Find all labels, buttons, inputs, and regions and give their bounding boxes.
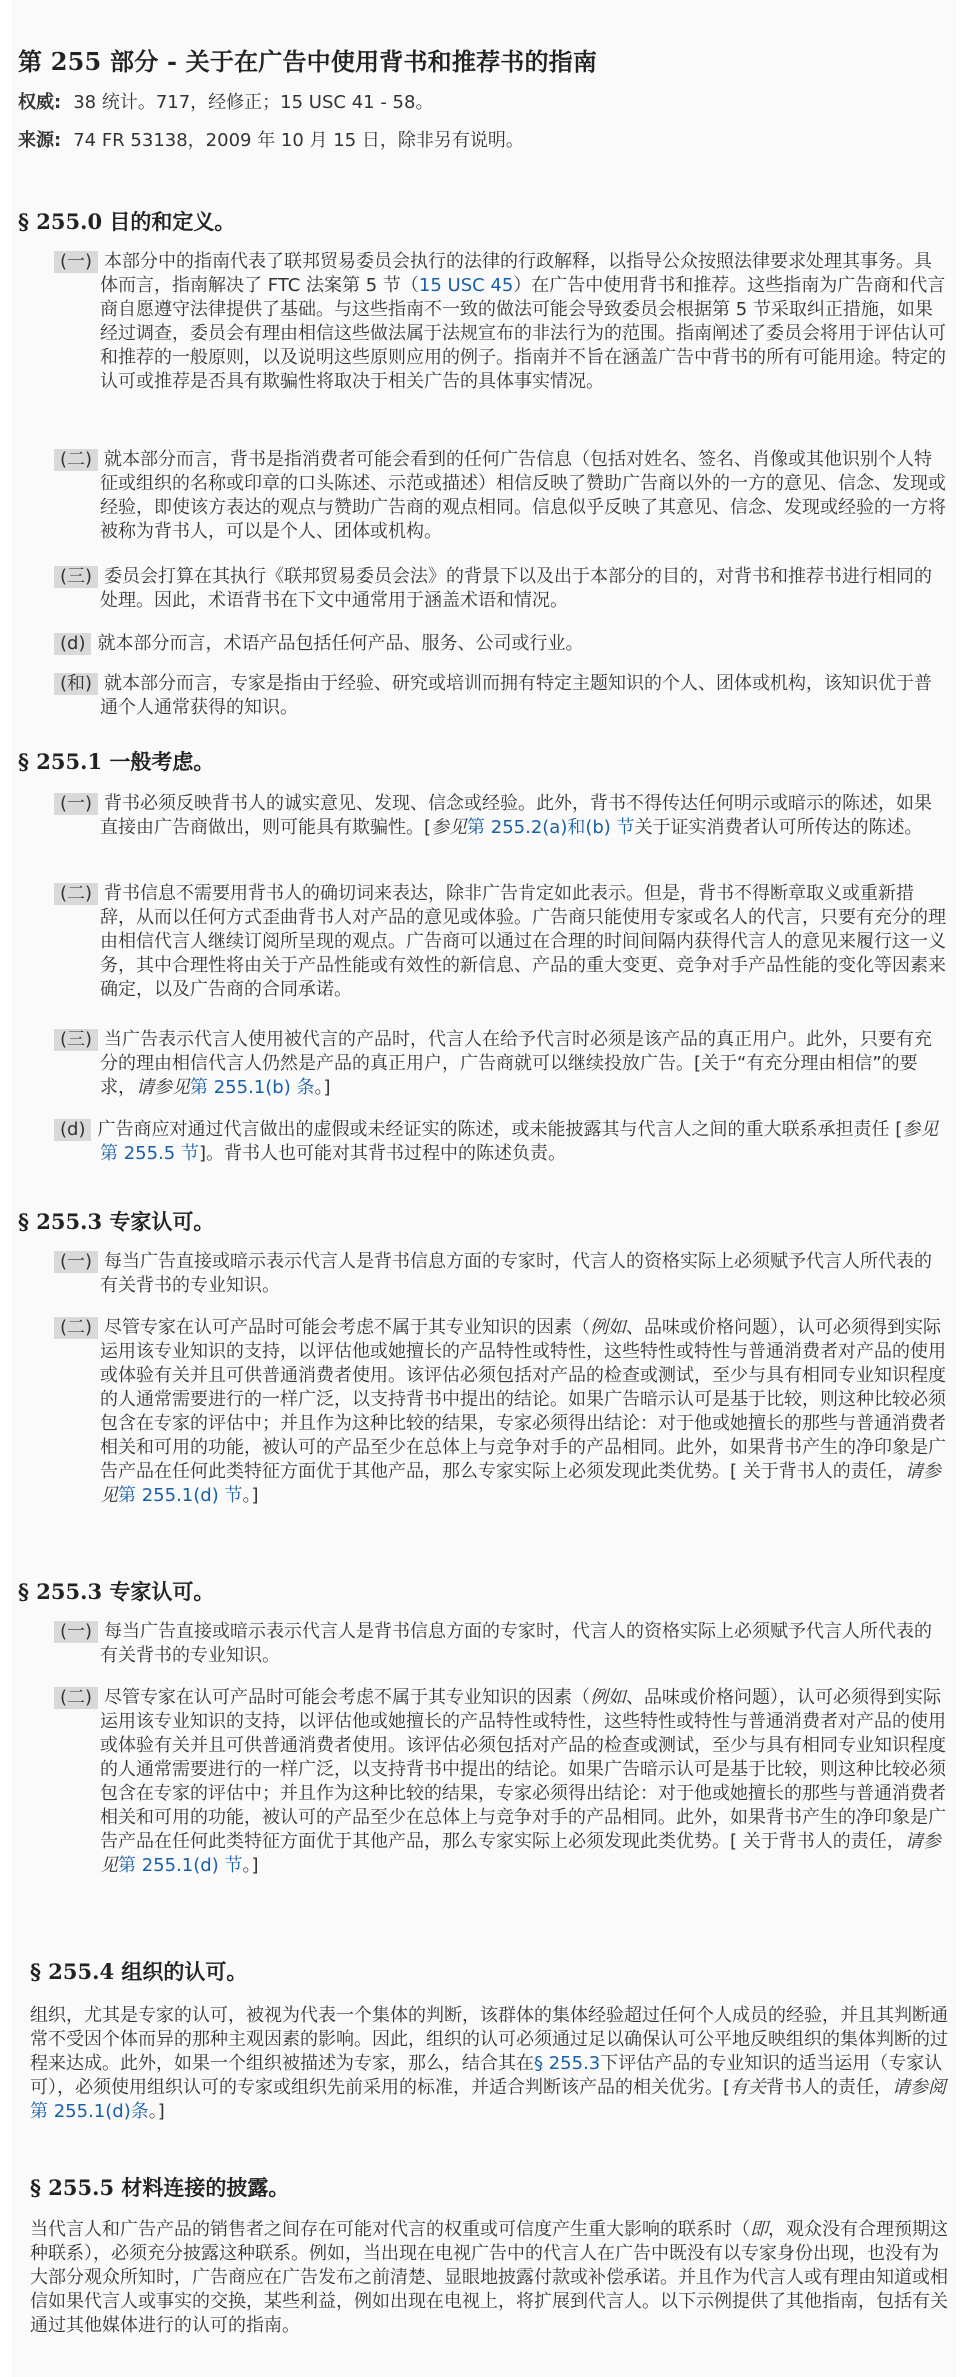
- citation-link[interactable]: § 255.3: [534, 2053, 601, 2074]
- paragraph-255-5: 当代言人和广告产品的销售者之间存在可能对代言的权重或可信度产生重大影响的联系时（即，观众没有合理预期这种联系），必须充分披露这种联系。例如，当出现在电视广告中的代言人在广告中既没有以专家身份出现，也没有为大部分观众所知时，广告商应在广告发布之前清楚、显眼地披露付款或补偿承诺。并且作为代言人或有理由知道或相信如果代言人或事实的交换，某些利益，例如出现在电视上，将扩展到代言人。以下示例提供了其他指南，包括有关通过其他媒体进行的认可的指南。: [30, 2219, 948, 2336]
- paragraph-marker: (和): [54, 673, 98, 695]
- citation-link[interactable]: 第 255.1(d) 节: [118, 1485, 243, 1506]
- authority-value: 38 统计。717，经修正；15 USC 41 - 58。: [73, 92, 434, 113]
- paragraph-marker: (二): [54, 449, 98, 471]
- paragraph-marker: (三): [54, 1029, 98, 1051]
- paragraph-255-3-b: (二) 尽管专家在认可产品时可能会考虑不属于其专业知识的因素（例如、品味或价格问题），认可必须得到实际运用该专业知识的支持，以评估他或她擅长的产品特性或特性，这些特性或特性与普通消费者对产品的使用或体验有关并且可供普通消费者使用。该评估必须包括对产品的检查或测试，至少与具有相同专业知识程度的人通常需要进行的一样广泛，以支持背书中提出的结论。如果广告暗示认可是基于比较，则这种比较必须包含在专家的评估中；并且作为这种比较的结果，专家必须得出结论：对于他或她擅长的那些与普通消费者相关和可用的功能，被认可的产品至少在总体上与竞争对手的产品相同。此外，如果背书产生的净印象是广告产品在任何此类特征方面优于其他产品，那么专家实际上必须发现此类优势。[ 关于背书人的责任，请参见第 255.1(d) 节。]: [100, 1316, 948, 1508]
- paragraph-255-0-e: (和) 就本部分而言，专家是指由于经验、研究或培训而拥有特定主题知识的个人、团体或机构，该知识优于普通个人通常获得的知识。: [100, 672, 948, 720]
- section-heading-255-4: § 255.4 组织的认可。: [30, 1959, 248, 1984]
- paragraph-marker: (一): [54, 1251, 98, 1273]
- paragraph-255-4: 组织，尤其是专家的认可，被视为代表一个集体的判断，该群体的集体经验超过任何个人成员的经验，并且其判断通常不受因个体而异的那种主观因素的影响。因此，组织的认可必须通过足以确保认可公平地反映组织的集体判断的过程来达成。此外，如果一个组织被描述为专家，那么，结合其在§ 255.3下评估产品的专业知识的适当运用（专家认可），必须使用组织认可的专家或组织先前采用的标准，并适合判断该产品的相关优劣。[有关背书人的责任，请参阅第 255.1(d)条。]: [30, 2005, 948, 2122]
- paragraph-marker: (一): [54, 1621, 98, 1643]
- paragraph-255-3-a: (一) 每当广告直接或暗示表示代言人是背书信息方面的专家时，代言人的资格实际上必须赋予代言人所代表的有关背书的专业知识。: [100, 1250, 948, 1298]
- paragraph-marker: (d): [54, 1119, 91, 1141]
- paragraph-marker: (三): [54, 566, 98, 588]
- authority-line: [18, 88, 433, 114]
- paragraph-marker: (一): [54, 793, 98, 815]
- source-value: 74 FR 53138，2009 年 10 月 15 日，除非另有说明。: [73, 130, 524, 151]
- paragraph-255-0-b: (二) 就本部分而言，背书是指消费者可能会看到的任何广告信息（包括对姓名、签名、肖像或其他识别个人特征或组织的名称或印章的口头陈述、示范或描述）相信反映了赞助广告商以外的一方的意见、信念、发现或经验，即使该方表达的观点与赞助广告商的观点相同。信息似乎反映了其意见、信念、发现或经验的一方将被称为背书人，可以是个人、团体或机构。: [100, 448, 948, 544]
- paragraph-255-3-b-repeat: (二) 尽管专家在认可产品时可能会考虑不属于其专业知识的因素（例如、品味或价格问题），认可必须得到实际运用该专业知识的支持，以评估他或她擅长的产品特性或特性，这些特性或特性与普通消费者对产品的使用或体验有关并且可供普通消费者使用。该评估必须包括对产品的检查或测试，至少与具有相同专业知识程度的人通常需要进行的一样广泛，以支持背书中提出的结论。如果广告暗示认可是基于比较，则这种比较必须包含在专家的评估中；并且作为这种比较的结果，专家必须得出结论：对于他或她擅长的那些与普通消费者相关和可用的功能，被认可的产品至少在总体上与竞争对手的产品相同。此外，如果背书产生的净印象是广告产品在任何此类特征方面优于其他产品，那么专家实际上必须发现此类优势。[ 关于背书人的责任，请参见第 255.1(d) 节。]: [100, 1686, 948, 1878]
- source-line: [18, 126, 524, 152]
- paragraph-255-1-a: (一) 背书必须反映背书人的诚实意见、发现、信念或经验。此外，背书不得传达任何明示或暗示的陈述，如果直接由广告商做出，则可能具有欺骗性。[参见第 255.2(a)和(b) 节关于证实消费者认可所传达的陈述。: [100, 792, 948, 840]
- paragraph-255-0-a: (一) 本部分中的指南代表了联邦贸易委员会执行的法律的行政解释，以指导公众按照法律要求处理其事务。具体而言，指南解决了 FTC 法案第 5 节（15 USC 45）在广告中使用背书和推荐。这些指南为广告商和代言商自愿遵守法律提供了基础。与这些指南不一致的做法可能会导致委员会根据第 5 节采取纠正措施，如果经过调查，委员会有理由相信这些做法属于法规宣布的非法行为的范围。指南阐述了委员会将用于评估认可和推荐的一般原则，以及说明这些原则应用的例子。指南并不旨在涵盖广告中背书的所有可能用途。特定的认可或推荐是否具有欺骗性将取决于相关广告的具体事实情况。: [100, 250, 948, 394]
- paragraph-marker: (d): [54, 633, 91, 655]
- paragraph-marker: (二): [54, 1687, 98, 1709]
- paragraph-255-1-b: (二) 背书信息不需要用背书人的确切词来表达，除非广告肯定如此表示。但是，背书不得断章取义或重新措辞，从而以任何方式歪曲背书人对产品的意见或体验。广告商只能使用专家或名人的代言，只要有充分的理由相信代言人继续订阅所呈现的观点。广告商可以通过在合理的时间间隔内获得代言人的意见来履行这一义务，其中合理性将由关于产品性能或有效性的新信息、产品的重大变更、竞争对手产品性能的变化等因素来确定，以及广告商的合同承诺。: [100, 882, 948, 1002]
- section-heading-255-3-repeat: § 255.3 专家认可。: [18, 1579, 215, 1604]
- paragraph-marker: (二): [54, 1317, 98, 1339]
- citation-link[interactable]: 15 USC 45: [418, 275, 514, 296]
- paragraph-255-1-d: (d) 广告商应对通过代言做出的虚假或未经证实的陈述，或未能披露其与代言人之间的重大联系承担责任 [参见第 255.5 节]。背书人也可能对其背书过程中的陈述负责。: [100, 1118, 948, 1166]
- citation-link[interactable]: 第 255.1(d)条: [30, 2101, 149, 2122]
- section-heading-255-1: § 255.1 一般考虑。: [18, 749, 215, 774]
- section-heading-255-3: § 255.3 专家认可。: [18, 1209, 215, 1234]
- section-heading-255-0: § 255.0 目的和定义。: [18, 209, 236, 234]
- citation-link[interactable]: 第 255.5 节: [100, 1143, 199, 1164]
- document: [12, 0, 956, 2377]
- citation-link[interactable]: 第 255.1(b) 条: [190, 1077, 315, 1098]
- paragraph-marker: (一): [54, 251, 98, 273]
- paragraph-255-1-c: (三) 当广告表示代言人使用被代言的产品时，代言人在给予代言时必须是该产品的真正用户。此外，只要有充分的理由相信代言人仍然是产品的真正用户，广告商就可以继续投放广告。[关于“有充分理由相信”的要求，请参见第 255.1(b) 条。]: [100, 1028, 948, 1100]
- paragraph-255-0-d: (d) 就本部分而言，术语产品包括任何产品、服务、公司或行业。: [100, 632, 948, 656]
- authority-label: 权威:: [18, 92, 62, 113]
- source-label: 来源:: [18, 130, 62, 151]
- citation-link[interactable]: 第 255.1(d) 节: [118, 1855, 243, 1876]
- page-title: 第 255 部分 - 关于在广告中使用背书和推荐书的指南: [18, 47, 598, 76]
- paragraph-marker: (二): [54, 883, 98, 905]
- citation-link[interactable]: 第 255.2(a)和(b) 节: [467, 817, 635, 838]
- paragraph-255-3-a-repeat: (一) 每当广告直接或暗示表示代言人是背书信息方面的专家时，代言人的资格实际上必须赋予代言人所代表的有关背书的专业知识。: [100, 1620, 948, 1668]
- section-heading-255-5: § 255.5 材料连接的披露。: [30, 2175, 290, 2200]
- paragraph-255-0-c: (三) 委员会打算在其执行《联邦贸易委员会法》的背景下以及出于本部分的目的，对背书和推荐书进行相同的处理。因此，术语背书在下文中通常用于涵盖术语和情况。: [100, 565, 948, 613]
